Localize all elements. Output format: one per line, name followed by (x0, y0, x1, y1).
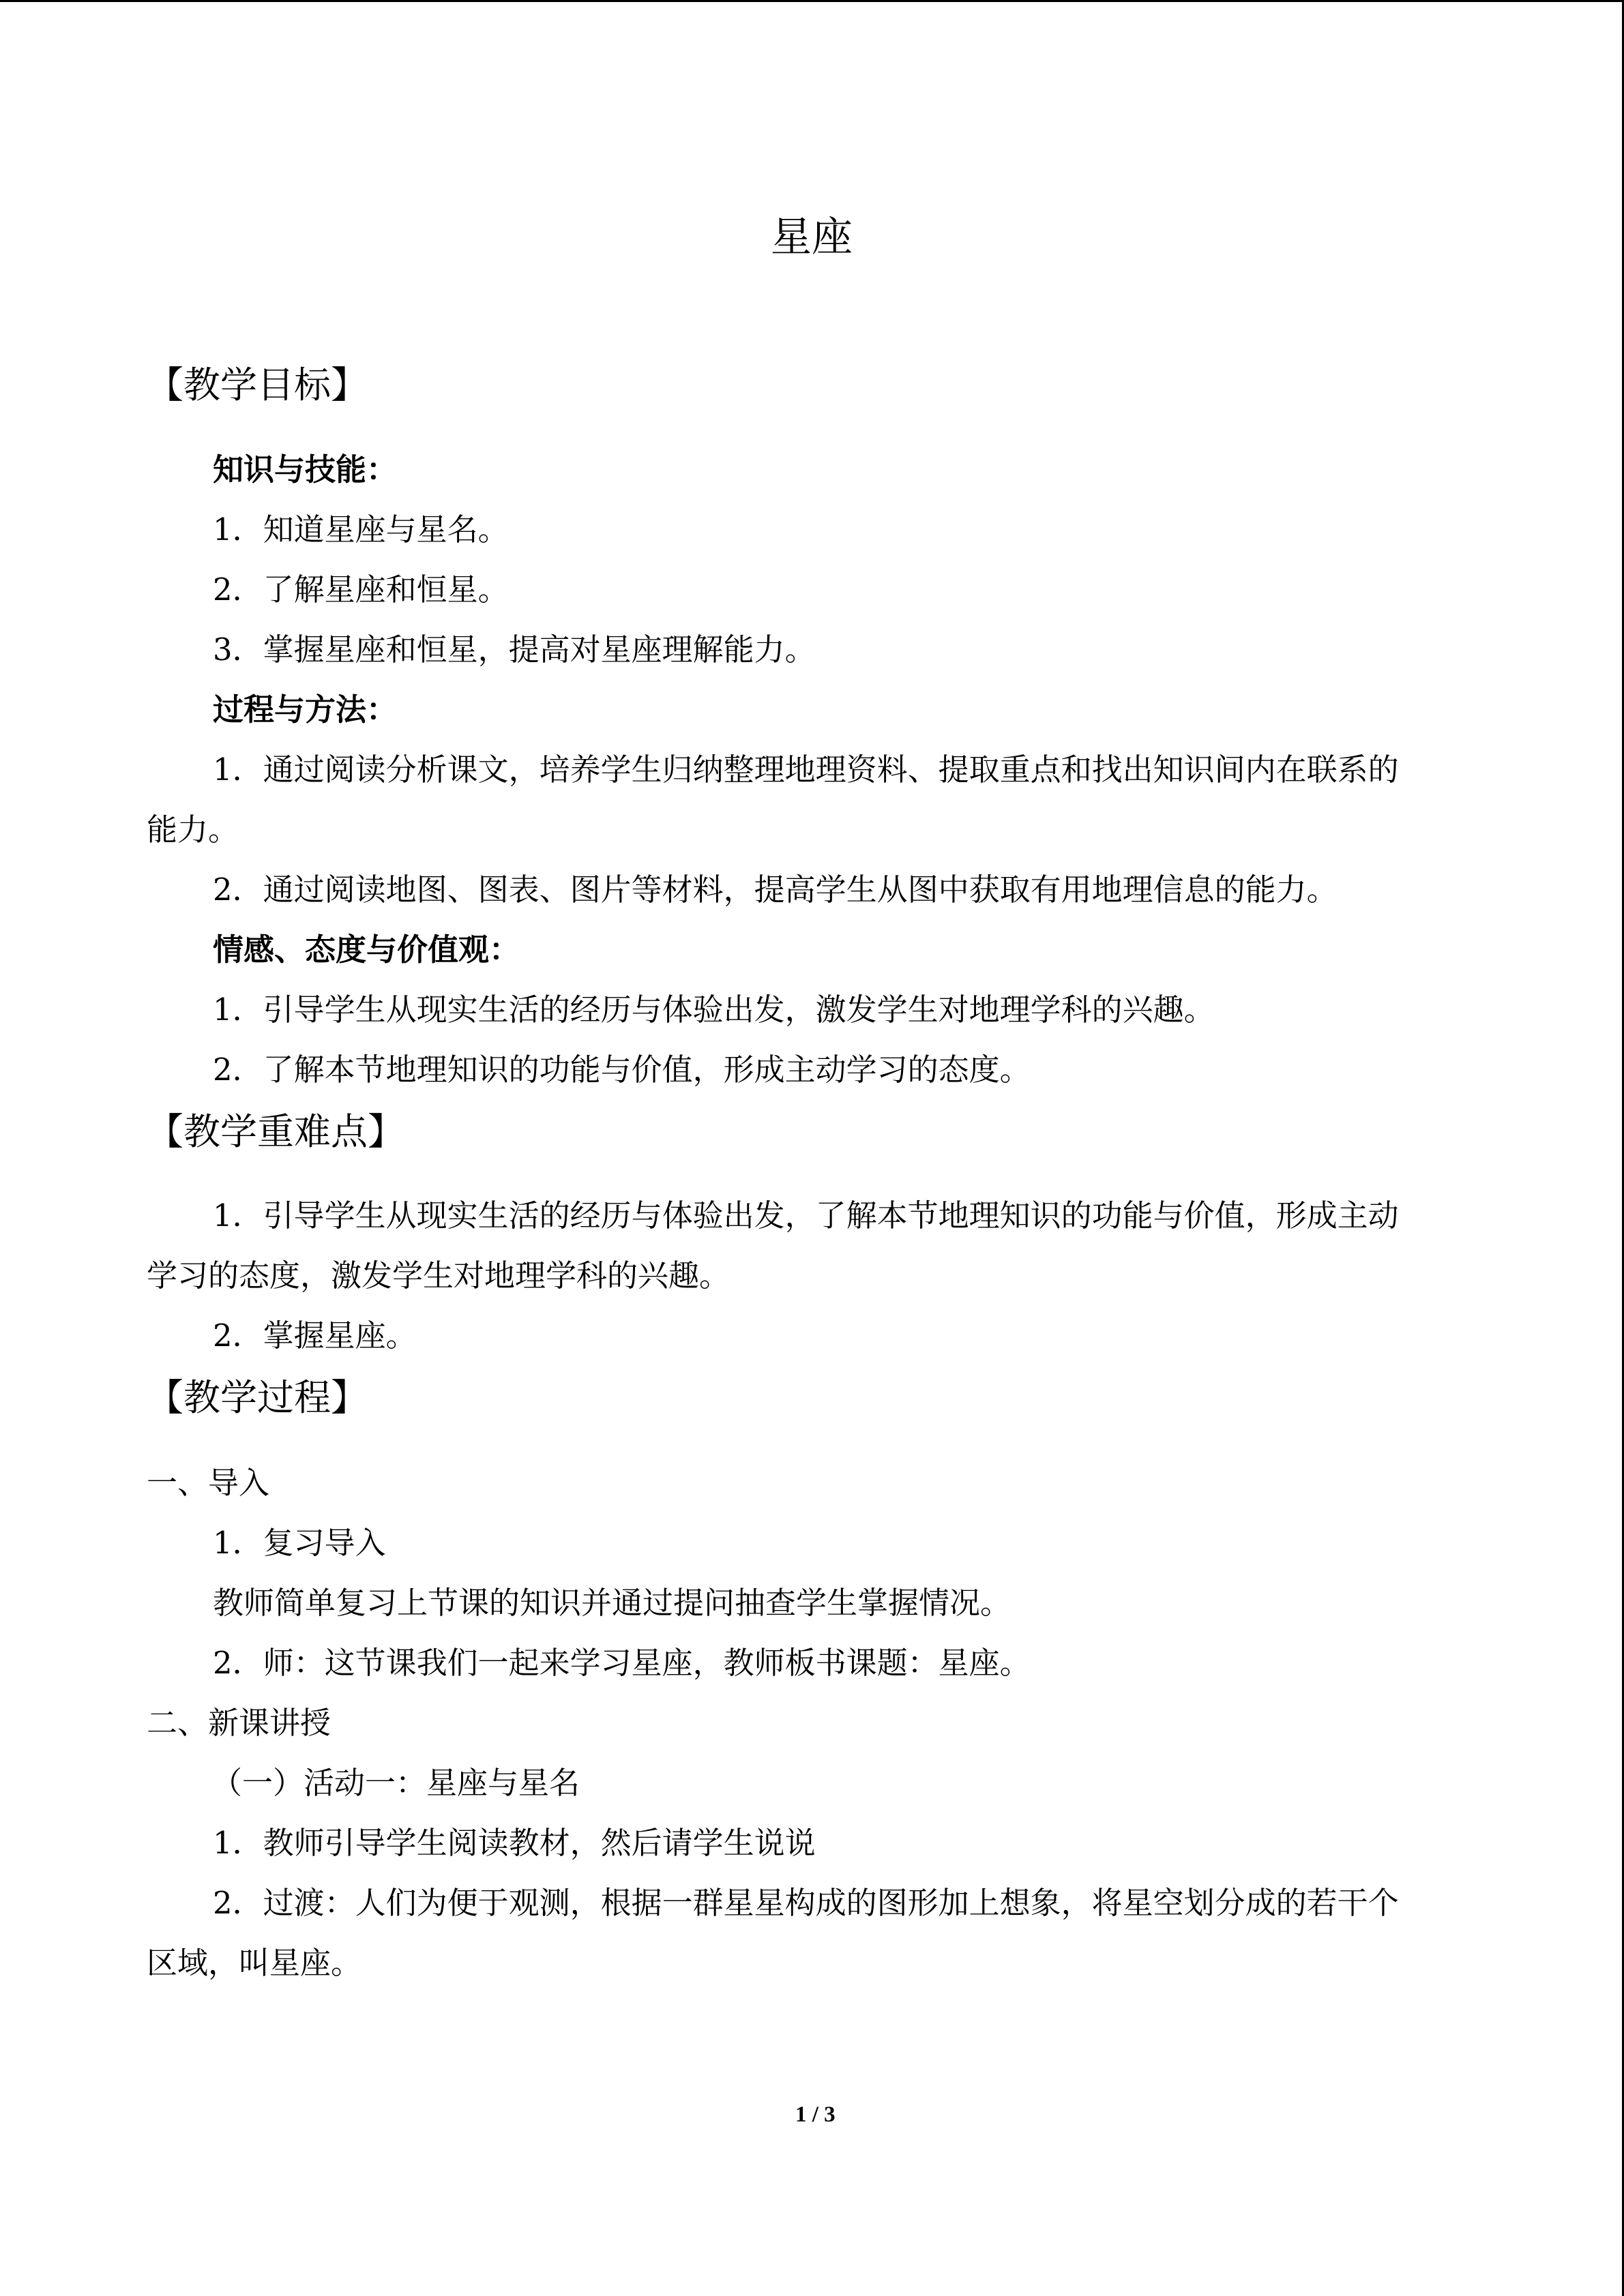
paragraph-line: 教师简单复习上节课的知识并通过提问抽查学生掌握情况。 (213, 1585, 1012, 1621)
subheading-process-method: 过程与方法： (213, 691, 398, 728)
paragraph-line: 1．通过阅读分析课文，培养学生归纳整理地理资料、提取重点和找出知识间内在联系的 (213, 751, 1399, 788)
paragraph-line: 2．了解星座和恒星。 (213, 571, 509, 608)
paragraph-line: 1．引导学生从现实生活的经历与体验出发，激发学生对地理学科的兴趣。 (213, 992, 1215, 1028)
paragraph-line: 2．掌握星座。 (213, 1317, 417, 1354)
paragraph-line: 2．过渡：人们为便于观测，根据一群星星构成的图形加上想象，将星空划分成的若干个 (213, 1885, 1399, 1921)
paragraph-line: 学习的态度，激发学生对地理学科的兴趣。 (147, 1257, 730, 1294)
subheading-emotion: 情感、态度与价值观： (213, 931, 520, 968)
paragraph-line: 1．知道星座与星名。 (213, 511, 509, 548)
paragraph-line: 2．了解本节地理知识的功能与价值，形成主动学习的态度。 (213, 1052, 1031, 1088)
section-heading-key-points: 【教学重难点】 (147, 1110, 404, 1153)
paragraph-line: 二、新课讲授 (147, 1705, 331, 1741)
paragraph-line: 1．教师引导学生阅读教材，然后请学生说说 (213, 1825, 816, 1861)
paragraph-line: 区域，叫星座。 (147, 1945, 362, 1981)
section-heading-objectives: 【教学目标】 (147, 363, 368, 406)
paragraph-line: 1．复习导入 (213, 1525, 386, 1561)
paragraph-line: 能力。 (147, 811, 239, 848)
page-title: 星座 (771, 213, 853, 261)
paragraph-line: 一、导入 (147, 1465, 270, 1501)
top-border (0, 0, 1624, 2)
page-number: 1 / 3 (795, 2102, 836, 2127)
subheading-knowledge: 知识与技能： (213, 451, 398, 488)
paragraph-line: 3．掌握星座和恒星，提高对星座理解能力。 (213, 631, 816, 668)
paragraph-line: （一）活动一：星座与星名 (211, 1765, 580, 1801)
paragraph-line: 2．师：这节课我们一起来学习星座，教师板书课题：星座。 (213, 1645, 1031, 1681)
paragraph-line: 1．引导学生从现实生活的经历与体验出发，了解本节地理知识的功能与价值，形成主动 (213, 1197, 1399, 1234)
paragraph-line: 2．通过阅读地图、图表、图片等材料，提高学生从图中获取有用地理信息的能力。 (213, 871, 1338, 908)
section-heading-process: 【教学过程】 (147, 1376, 368, 1419)
